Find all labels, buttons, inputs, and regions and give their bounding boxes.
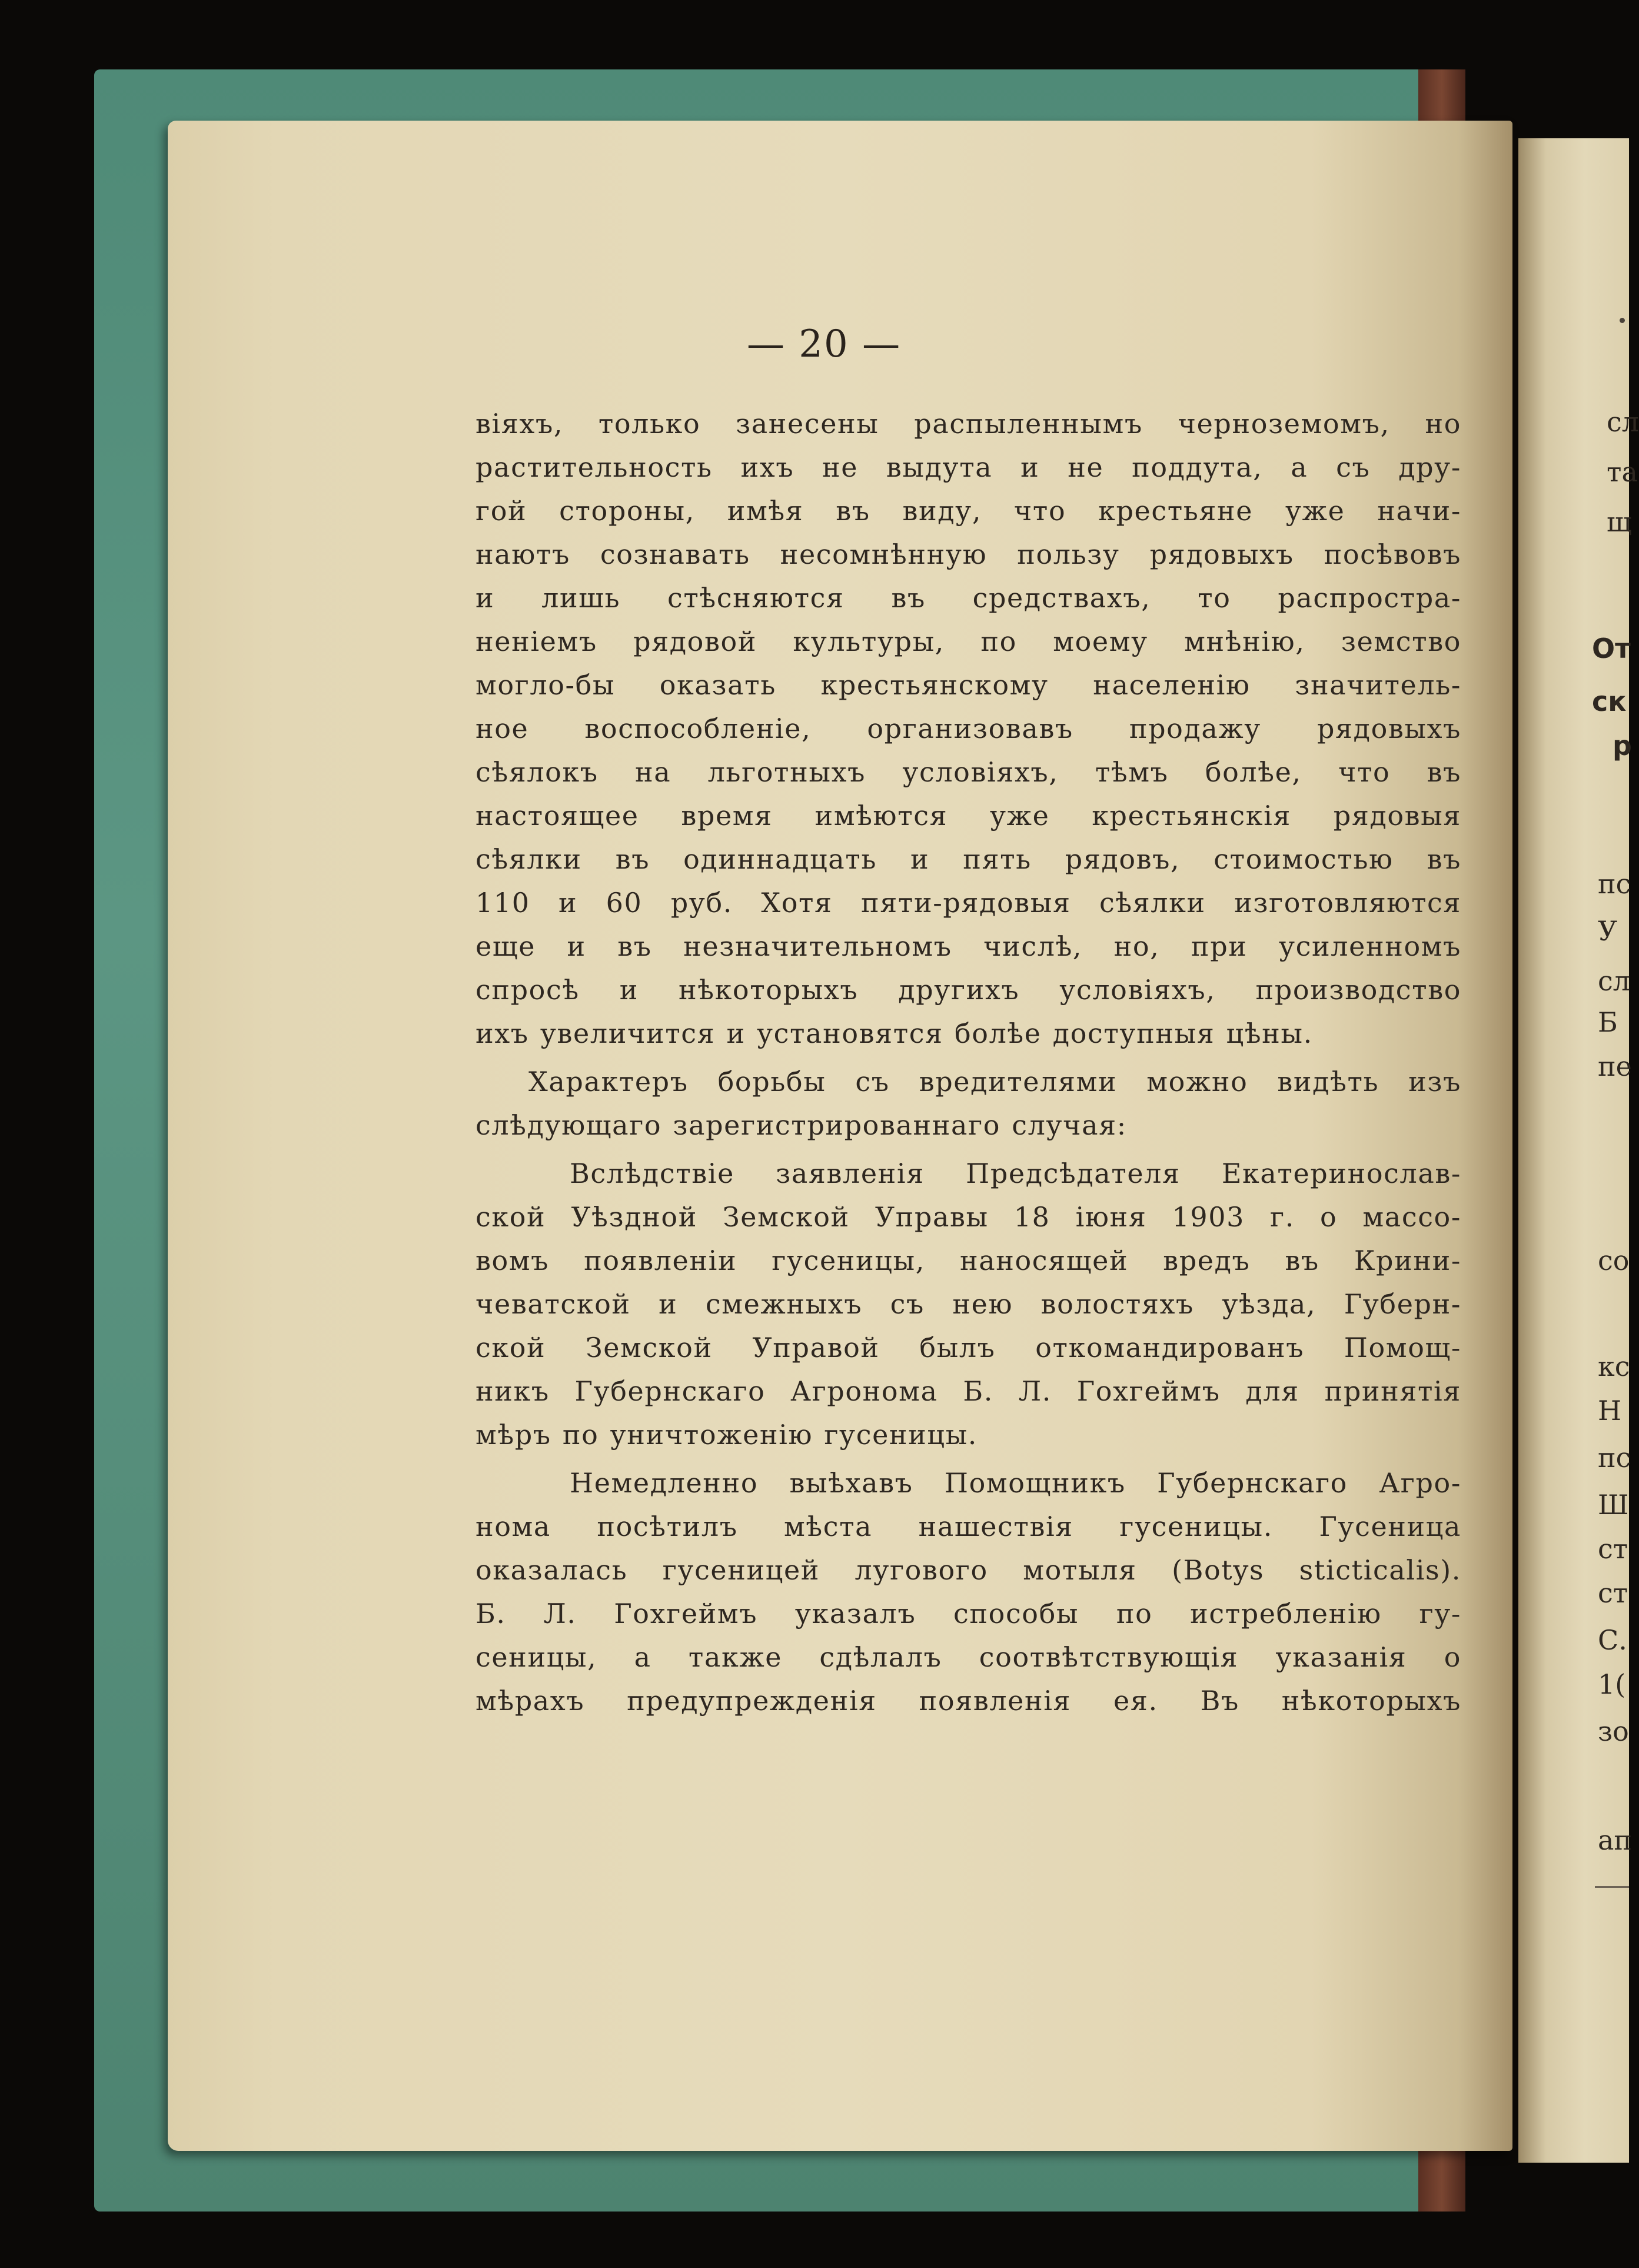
text-line: мѣрахъ предупрежденія появленія ея. Въ нѣкоторыхъ (476, 1685, 1461, 1717)
facing-page-fragment: Б (1598, 1006, 1618, 1038)
facing-page-fragment: ст (1598, 1533, 1628, 1565)
facing-page-fragment: пс (1598, 1442, 1631, 1474)
text-line: ской Земской Управой былъ откомандированъ Помощ- (476, 1332, 1461, 1364)
page-body-text (476, 402, 1461, 1722)
facing-page-rule (1595, 1886, 1629, 1888)
facing-page-fragment: со (1598, 1245, 1630, 1276)
page-number: — 20 — (746, 322, 902, 366)
text-line: и лишь стѣсняются въ средствахъ, то распростра- (476, 582, 1461, 614)
text-line: мѣръ по уничтоженію гусеницы. (476, 1419, 978, 1451)
text-line: сеницы, а также сдѣлалъ соотвѣтствующія указанія о (476, 1641, 1461, 1673)
facing-page-fragment: сл (1607, 406, 1639, 438)
text-line: ихъ увеличится и установятся болѣе доступныя цѣны. (476, 1017, 1313, 1049)
facing-page-fragment: 1( (1598, 1668, 1626, 1700)
text-line: ное воспособленіе, организовавъ продажу рядовыхъ (476, 713, 1461, 744)
text-line: могло-бы оказать крестьянскому населенію значитель- (476, 669, 1461, 701)
facing-page-fragment: У (1598, 915, 1618, 947)
text-line: гой стороны, имѣя въ виду, что крестьяне уже начи- (476, 495, 1461, 527)
text-line: спросѣ и нѣкоторыхъ другихъ условіяхъ, производство (476, 974, 1461, 1006)
facing-page-fragment: ск (1592, 686, 1627, 717)
text-line: наютъ сознавать несомнѣнную пользу рядовыхъ посѣвовъ (476, 538, 1461, 570)
text-line: сѣялки въ одиннадцать и пять рядовъ, стоимостью въ (476, 843, 1461, 875)
text-line: сѣялокъ на льготныхъ условіяхъ, тѣмъ болѣе, что въ (476, 756, 1461, 788)
facing-page-fragment: та (1607, 456, 1638, 488)
text-line: растительность ихъ не выдута и не поддута, а съ дру- (476, 451, 1461, 483)
facing-page-fragment: Ш (1598, 1489, 1629, 1521)
text-line: чеватской и смежныхъ съ нею волостяхъ уѣзда, Губерн- (476, 1288, 1461, 1320)
facing-page-fragment: зо (1598, 1715, 1629, 1747)
facing-page-mark (1620, 318, 1625, 323)
text-line: ской Уѣздной Земской Управы 18 іюня 1903 г. о массо- (476, 1201, 1461, 1233)
facing-page-fragment: ап (1598, 1824, 1633, 1856)
text-line: еще и въ незначительномъ числѣ, но, при усиленномъ (476, 930, 1461, 962)
facing-page-fragment: От (1592, 633, 1631, 664)
text-line: оказалась гусеницей лугового мотыля (Botys sticticalis). (476, 1554, 1461, 1586)
facing-page-fragment: сл (1598, 965, 1630, 997)
facing-page-fragment: кс (1598, 1351, 1630, 1382)
text-line: слѣдующаго зарегистрированнаго случая: (476, 1109, 1127, 1141)
text-line: вомъ появленіи гусеницы, наносящей вредъ въ Крини- (476, 1245, 1461, 1276)
text-line: 110 и 60 руб. Хотя пяти-рядовыя сѣялки изготовляются (476, 887, 1461, 919)
text-line: нома посѣтилъ мѣста нашествія гусеницы. Гусеница (476, 1511, 1461, 1542)
facing-page (1518, 138, 1639, 2163)
text-line: Характеръ борьбы съ вредителями можно видѣть изъ (528, 1066, 1461, 1098)
facing-page-fragment: пе (1598, 1050, 1632, 1082)
text-line: віяхъ, только занесены распыленнымъ черноземомъ, но (476, 408, 1461, 440)
text-line: Б. Л. Гохгеймъ указалъ способы по истребленію гу- (476, 1598, 1461, 1629)
text-line: неніемъ рядовой культуры, по моему мнѣнію, земство (476, 626, 1461, 657)
facing-page-fragment: Н (1598, 1395, 1622, 1426)
facing-page-fragment: ст (1598, 1577, 1628, 1609)
text-line: Немедленно выѣхавъ Помощникъ Губернскаго Агро- (570, 1467, 1461, 1499)
text-line: настоящее время имѣются уже крестьянскія рядовыя (476, 800, 1461, 832)
facing-page-fragment: пс (1598, 868, 1631, 900)
facing-page-fragment: С. (1598, 1624, 1627, 1656)
facing-page-fragment: щ (1607, 506, 1632, 538)
text-line: Вслѣдствіе заявленія Предсѣдателя Екатеринослав- (570, 1158, 1461, 1189)
text-line: никъ Губернскаго Агронома Б. Л. Гохгеймъ для принятія (476, 1375, 1461, 1407)
facing-page-fragment: р (1613, 730, 1632, 761)
